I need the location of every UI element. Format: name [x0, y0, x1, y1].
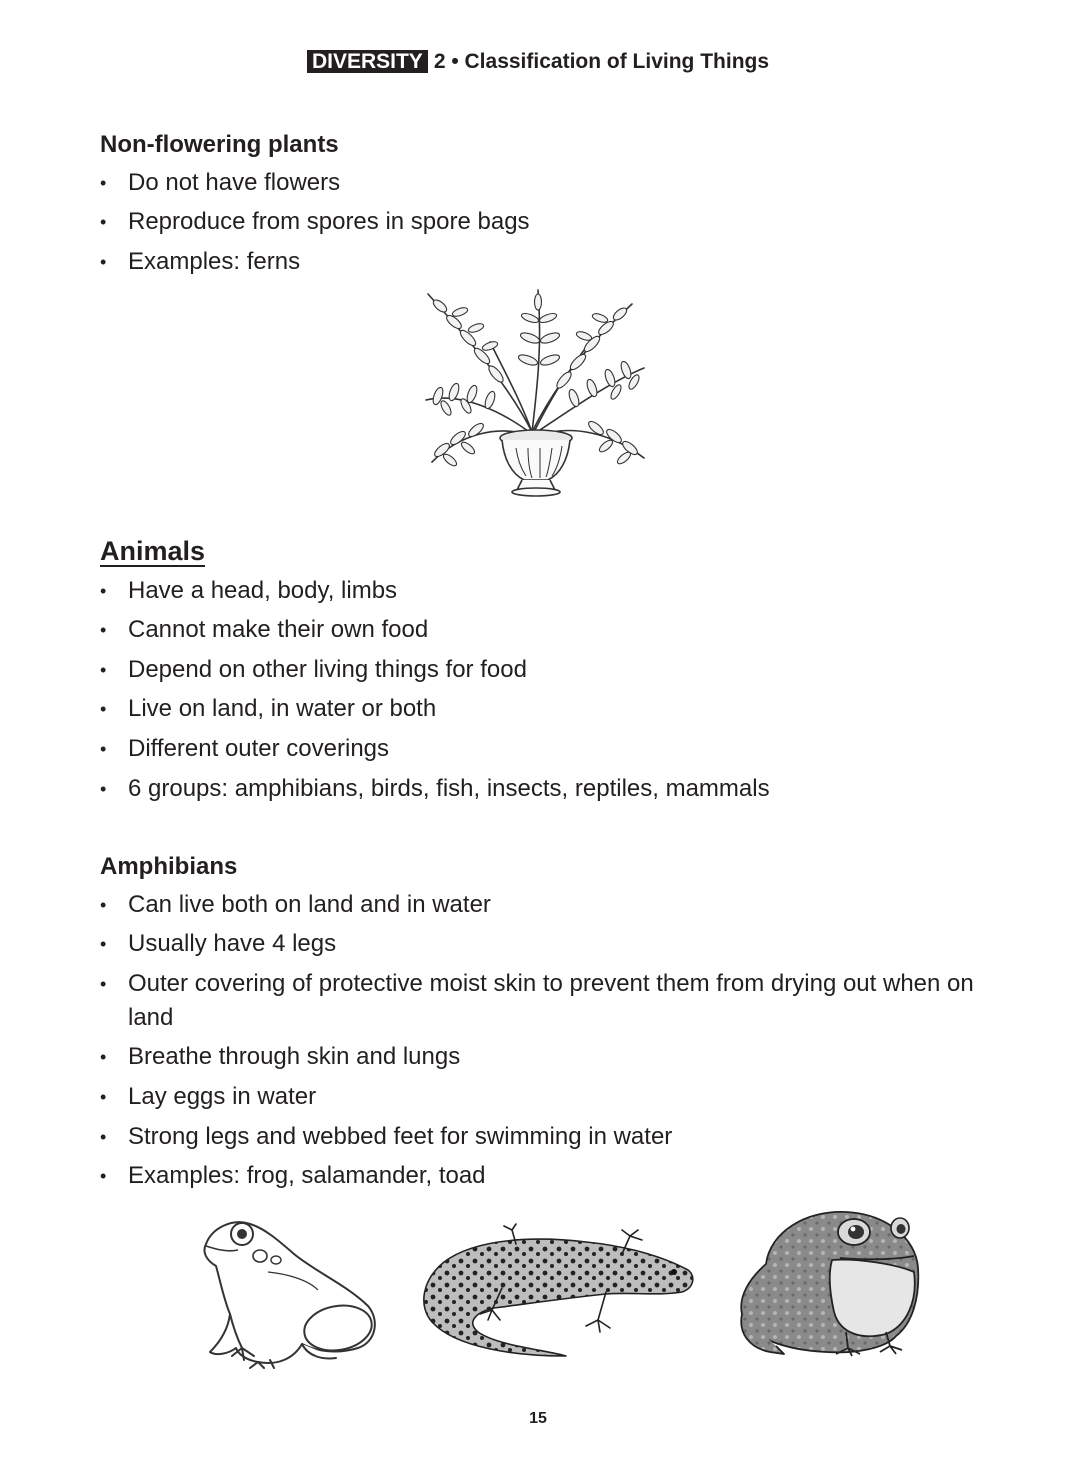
list-item: • Cannot make their own food	[100, 613, 1000, 647]
list-item: • Different outer coverings	[100, 732, 1000, 766]
frog-illustration	[198, 1210, 384, 1370]
salamander-illustration	[416, 1222, 698, 1362]
list-item: • Lay eggs in water	[100, 1080, 1000, 1114]
list-item: • Can live both on land and in water	[100, 888, 1000, 922]
amphibians-section	[100, 852, 1000, 1193]
amphibians-heading: Amphibians	[100, 853, 238, 880]
list-item: • Have a head, body, limbs	[100, 574, 1000, 608]
list-item: • Breathe through skin and lungs	[100, 1040, 1000, 1074]
list-item: • Depend on other living things for food	[100, 653, 1000, 687]
list-item: • Examples: frog, salamander, toad	[100, 1159, 1000, 1193]
fern-illustration	[420, 282, 652, 506]
running-header	[0, 48, 1076, 76]
list-item: • Do not have flowers	[100, 166, 1000, 200]
list-item: • Reproduce from spores in spore bags	[100, 205, 1000, 239]
list-item: • Strong legs and webbed feet for swimming in water	[100, 1120, 1000, 1154]
list-item: • Examples: ferns	[100, 245, 1000, 279]
animals-list	[100, 574, 1000, 806]
list-item: • Usually have 4 legs	[100, 927, 1000, 961]
chapter-tag: DIVERSITY	[307, 50, 428, 73]
non-flowering-heading: Non-flowering plants	[100, 131, 339, 158]
chapter-title: 2 • Classification of Living Things	[433, 50, 770, 73]
list-item: • Outer covering of protective moist skin to prevent them from drying out when on land	[100, 967, 1000, 1035]
non-flowering-list	[100, 166, 1000, 279]
toad-illustration	[736, 1202, 922, 1360]
list-item: • 6 groups: amphibians, birds, fish, insects, reptiles, mammals	[100, 772, 1000, 806]
animals-section	[100, 534, 1000, 806]
amphibians-list	[100, 888, 1000, 1194]
animals-heading: Animals	[100, 536, 206, 566]
page-number: 15	[529, 1410, 547, 1427]
list-item: • Live on land, in water or both	[100, 692, 1000, 726]
non-flowering-section	[100, 130, 1000, 279]
